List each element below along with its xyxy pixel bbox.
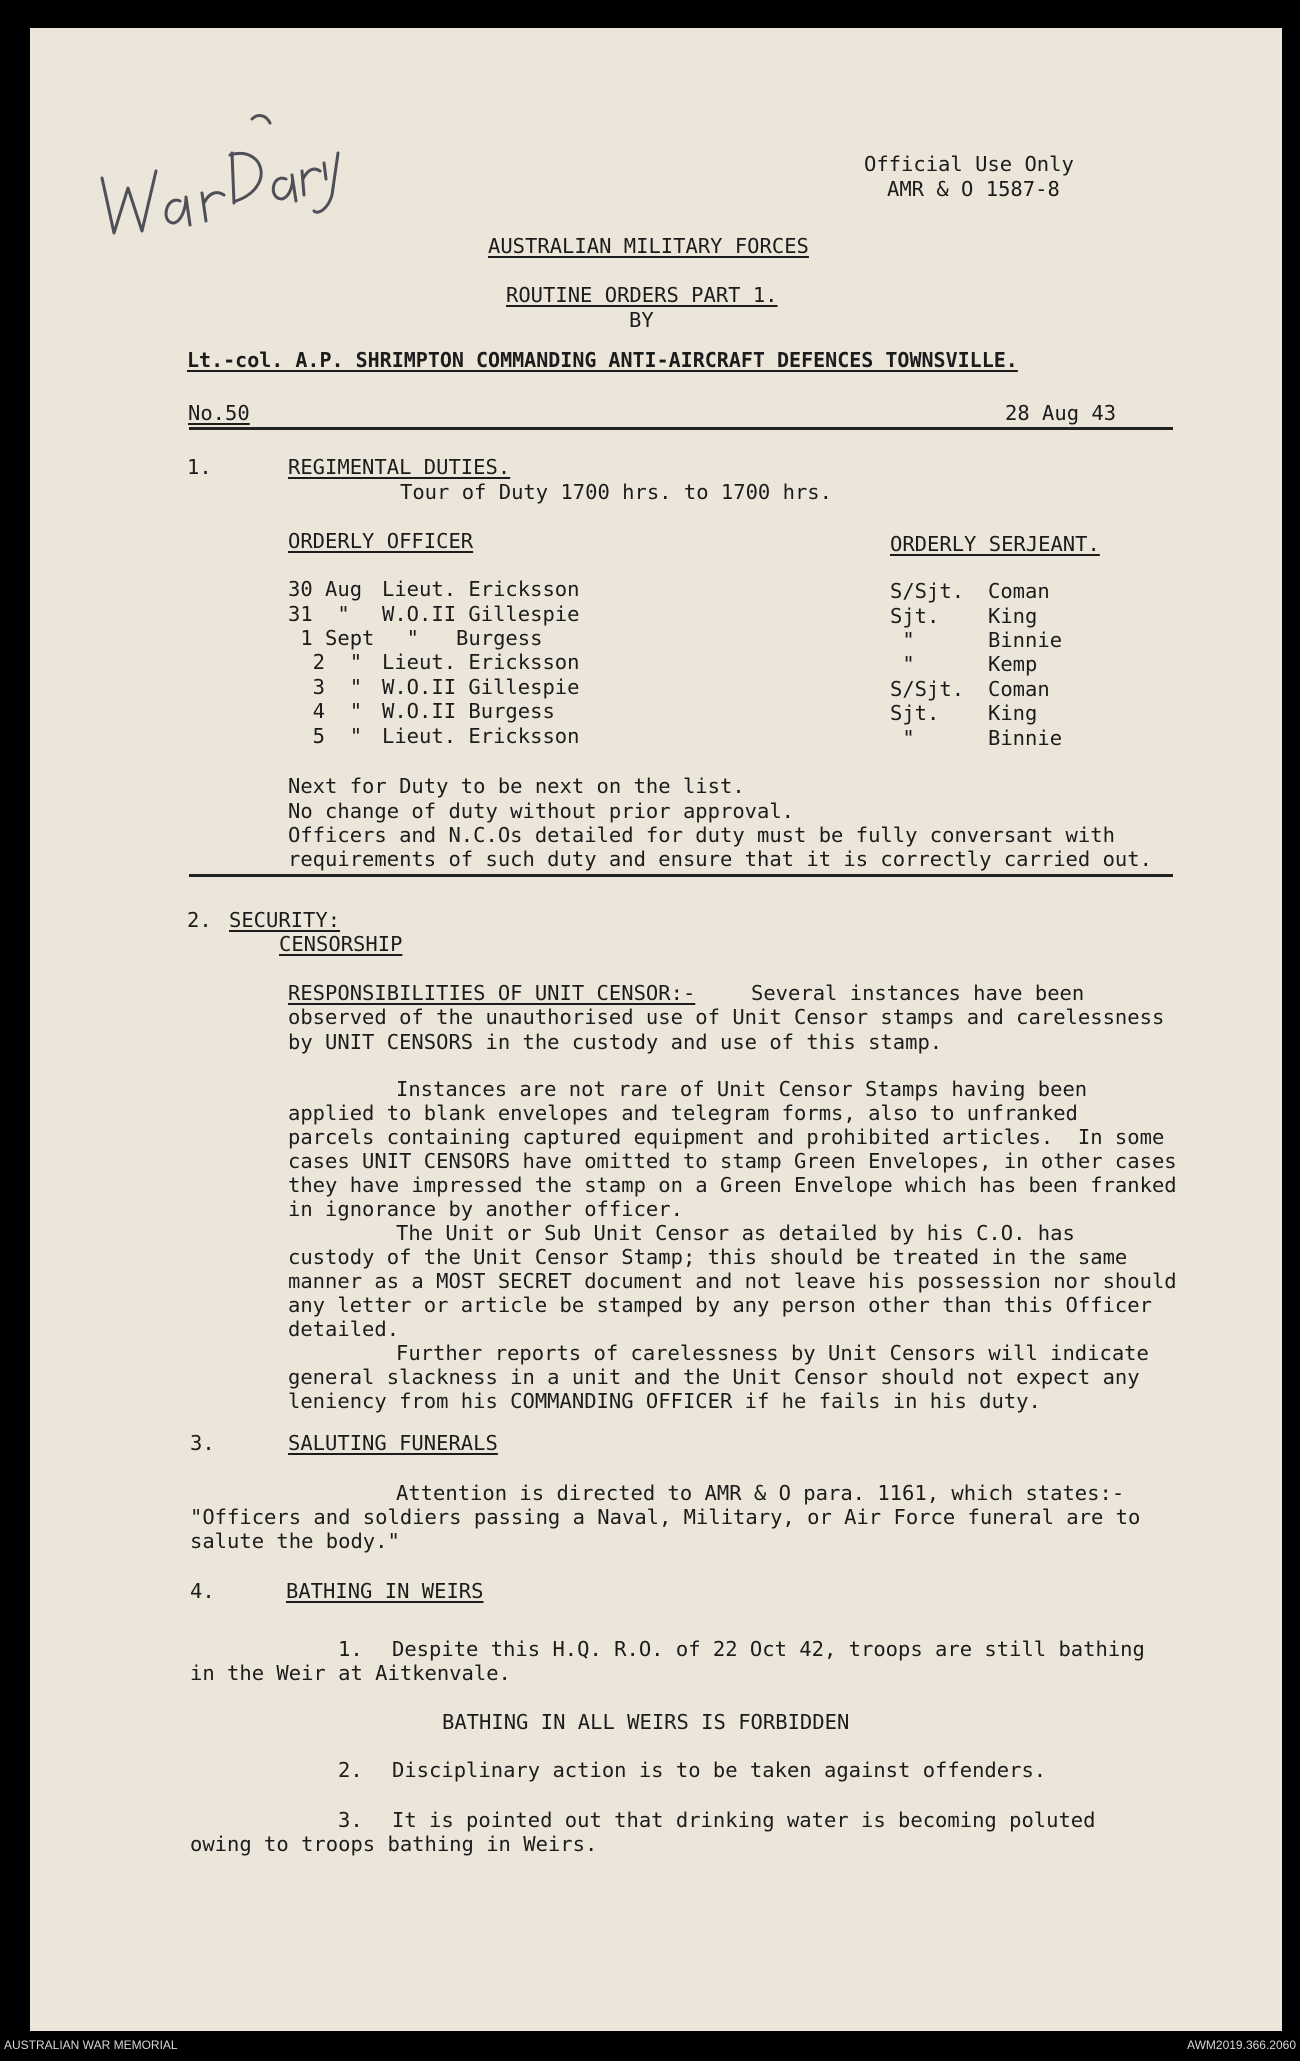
paragraph-line: manner as a MOST SECRET document and not leave his possession nor should <box>288 1269 1177 1293</box>
paragraph-line: they have impressed the stamp on a Green Envelope which has been franked <box>288 1173 1177 1197</box>
roster-officer: Lieut. Ericksson <box>382 650 580 674</box>
roster-rank: S/Sjt. <box>890 677 965 701</box>
paragraph-number: 1. <box>338 1637 363 1661</box>
roster-rank: " <box>890 726 915 750</box>
roster-serjeant: Binnie <box>988 726 1063 750</box>
duty-note: No change of duty without prior approval. <box>288 799 795 823</box>
archive-reference: AWM2019.366.2060 <box>1187 2038 1296 2052</box>
order-date: 28 Aug 43 <box>1005 401 1117 425</box>
paragraph-line: in the Weir at Aitkenvale. <box>190 1661 511 1685</box>
header-rule <box>189 427 1173 430</box>
paragraph-line: in ignorance by another officer. <box>288 1197 683 1221</box>
document-page <box>30 28 1282 2031</box>
section-title: REGIMENTAL DUTIES. <box>288 455 511 479</box>
paragraph-line: "Officers and soldiers passing a Naval, Military, or Air Force funeral are to <box>190 1505 1141 1529</box>
roster-serjeant: Kemp <box>988 652 1038 676</box>
responsibilities-heading: RESPONSIBILITIES OF UNIT CENSOR:- <box>288 981 696 1005</box>
roster-date: 1 Sept <box>288 626 375 650</box>
roster-date: 3 " <box>288 675 363 699</box>
roster-date: 4 " <box>288 699 363 723</box>
roster-officer: W.O.II Gillespie <box>382 675 580 699</box>
tour-of-duty: Tour of Duty 1700 hrs. to 1700 hrs. <box>400 480 832 504</box>
roster-rank: S/Sjt. <box>890 579 965 603</box>
roster-serjeant: King <box>988 701 1038 725</box>
reference-number: AMR & O 1587-8 <box>887 177 1060 201</box>
paragraph-line: Attention is directed to AMR & O para. 1161, which states:- <box>396 1481 1125 1505</box>
roster-rank: " <box>890 652 915 676</box>
paragraph-line: by UNIT CENSORS in the custody and use of this stamp. <box>288 1030 943 1054</box>
paragraph-line: custody of the Unit Censor Stamp; this should be treated in the same <box>288 1245 1128 1269</box>
roster-date: 30 Aug <box>288 577 363 601</box>
roster-date: 31 " <box>288 602 350 626</box>
paragraph-line: It is pointed out that drinking water is becoming poluted <box>392 1808 1096 1832</box>
roster-serjeant: Coman <box>988 579 1050 603</box>
section-title: SECURITY: <box>229 908 341 932</box>
paragraph-number: 3. <box>338 1808 363 1832</box>
roster-serjeant: King <box>988 604 1038 628</box>
paragraph-line: Several instances have been <box>751 981 1085 1005</box>
orderly-officer-header: ORDERLY OFFICER <box>288 529 474 553</box>
paragraph-line: cases UNIT CENSORS have omitted to stamp Green Envelopes, in other cases <box>288 1149 1177 1173</box>
paragraph-line: Further reports of carelessness by Unit Censors will indicate <box>396 1341 1149 1365</box>
paragraph-line: applied to blank envelopes and telegram forms, also to unfranked <box>288 1101 1078 1125</box>
section-title: BATHING IN WEIRS <box>286 1579 484 1603</box>
roster-officer: Lieut. Ericksson <box>382 724 580 748</box>
roster-rank: Sjt. <box>890 701 940 725</box>
commander-line: Lt.-col. A.P. SHRIMPTON COMMANDING ANTI-AIRCRAFT DEFENCES TOWNSVILLE. <box>187 348 1018 372</box>
paragraph-line: leniency from his COMMANDING OFFICER if he fails in his duty. <box>288 1389 1041 1413</box>
roster-officer: " Burgess <box>382 626 543 650</box>
paragraph-line: general slackness in a unit and the Unit Censor should not expect any <box>288 1365 1140 1389</box>
orders-heading: ROUTINE ORDERS PART 1. <box>506 283 778 307</box>
roster-officer: W.O.II Burgess <box>382 699 555 723</box>
roster-serjeant: Binnie <box>988 628 1063 652</box>
duty-note: Officers and N.C.Os detailed for duty must be fully conversant with <box>288 823 1115 847</box>
paragraph-line: detailed. <box>288 1317 400 1341</box>
classification: Official Use Only <box>864 152 1074 176</box>
section-number: 2. <box>187 908 212 932</box>
duty-note: Next for Duty to be next on the list. <box>288 774 745 798</box>
paragraph-line: The Unit or Sub Unit Censor as detailed by his C.O. has <box>396 1221 1075 1245</box>
duty-note: requirements of such duty and ensure that it is correctly carried out. <box>288 847 1152 871</box>
paragraph-line: owing to troops bathing in Weirs. <box>190 1832 598 1856</box>
by-label: BY <box>629 308 654 332</box>
roster-officer: W.O.II Gillespie <box>382 602 580 626</box>
section-title: SALUTING FUNERALS <box>288 1431 498 1455</box>
section-number: 1. <box>187 455 212 479</box>
paragraph-line: observed of the unauthorised use of Unit Censor stamps and carelessness <box>288 1005 1165 1029</box>
roster-serjeant: Coman <box>988 677 1050 701</box>
roster-rank: " <box>890 628 915 652</box>
roster-date: 2 " <box>288 650 363 674</box>
paragraph-line: salute the body." <box>190 1529 400 1553</box>
roster-officer: Lieut. Ericksson <box>382 577 580 601</box>
archive-credit: AUSTRALIAN WAR MEMORIAL <box>4 2038 178 2052</box>
paragraph-line: parcels containing captured equipment and prohibited articles. In some <box>288 1125 1165 1149</box>
roster-rank: Sjt. <box>890 604 940 628</box>
paragraph-number: 2. <box>338 1758 363 1782</box>
roster-date: 5 " <box>288 724 363 748</box>
orderly-serjeant-header: ORDERLY SERJEANT. <box>890 532 1100 556</box>
section-number: 3. <box>190 1431 215 1455</box>
paragraph-line: Despite this H.Q. R.O. of 22 Oct 42, troops are still bathing <box>392 1637 1145 1661</box>
paragraph-line: any letter or article be stamped by any person other than this Officer <box>288 1293 1152 1317</box>
paragraph-line: Disciplinary action is to be taken against offenders. <box>392 1758 1047 1782</box>
order-number: No.50 <box>188 401 250 425</box>
section-subtitle: CENSORSHIP <box>279 932 403 956</box>
paragraph-line: Instances are not rare of Unit Censor Stamps having been <box>396 1077 1088 1101</box>
handwritten-annotation <box>82 83 342 253</box>
forbidden-notice: BATHING IN ALL WEIRS IS FORBIDDEN <box>442 1710 850 1734</box>
section-rule <box>189 874 1173 877</box>
forces-heading: AUSTRALIAN MILITARY FORCES <box>488 234 809 258</box>
section-number: 4. <box>190 1579 215 1603</box>
